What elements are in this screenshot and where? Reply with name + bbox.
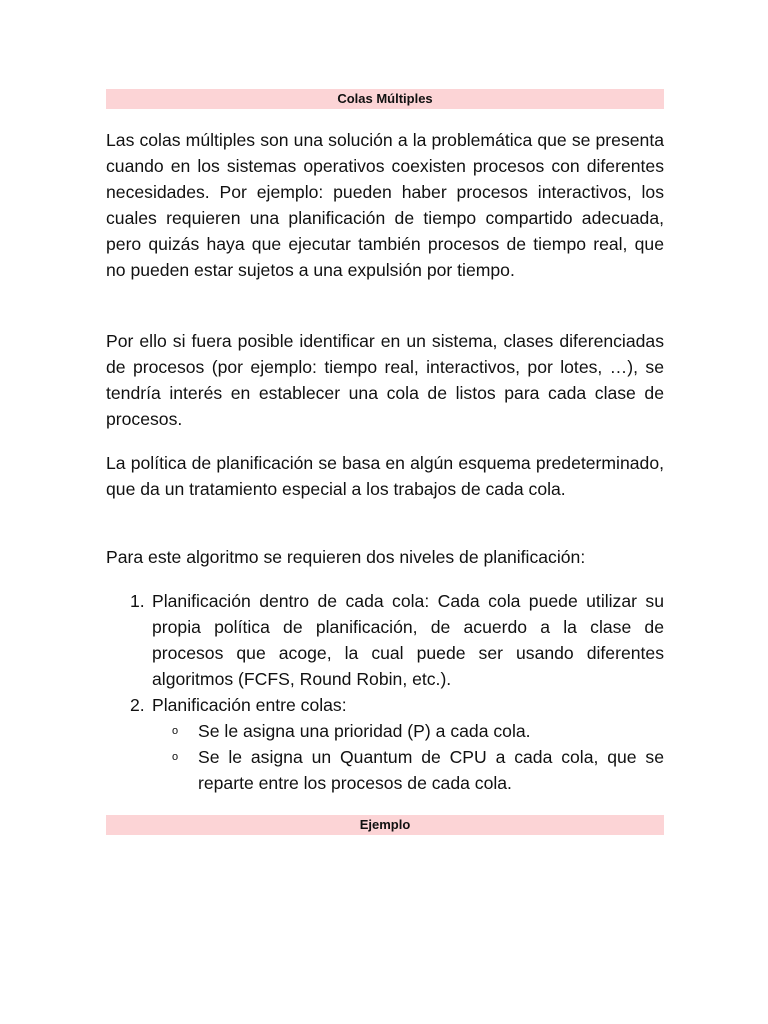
list-number: 2. <box>130 695 145 715</box>
sub-list <box>152 718 664 796</box>
paragraph-politica: La política de planificación se basa en algún esquema predeterminado, que da un tratamiento especial a los trabajos de cada cola. <box>106 453 664 499</box>
sub-list-item <box>152 744 664 796</box>
circle-bullet-icon: o <box>172 725 179 737</box>
paragraph-intro: Las colas múltiples son una solución a la problemática que se presenta cuando en los sistemas operativos coexisten procesos con diferentes necesidades. Por ejemplo: pueden haber procesos interactivos, los cuales requieren una planificación de tiempo compartido adecuada, pero quizás haya que ejecutar también procesos de tiempo real, que no pueden estar sujetos a una expulsión por tiempo. <box>106 130 664 280</box>
list-item-text: Planificación dentro de cada cola: Cada cola puede utilizar su propia política de planificación, de acuerdo a la clase de procesos que acoge, la cual puede ser usando diferentes algoritmos (FCFS, Round Robin, etc.). <box>152 591 664 689</box>
circle-bullet-icon: o <box>172 751 179 763</box>
list-item <box>106 692 664 796</box>
list-number: 1. <box>130 591 145 611</box>
sub-list-item-text: Se le asigna una prioridad (P) a cada cola. <box>198 721 531 741</box>
list-item <box>106 588 664 692</box>
ordered-list <box>106 588 664 796</box>
list-item-text: Planificación entre colas: <box>152 695 347 715</box>
section-heading-colas-multiples: Colas Múltiples <box>106 89 664 109</box>
sub-list-item-text: Se le asigna un Quantum de CPU a cada cola, que se reparte entre los procesos de cada cola. <box>198 747 664 793</box>
section-heading-ejemplo: Ejemplo <box>106 815 664 835</box>
paragraph-niveles: Para este algoritmo se requieren dos niveles de planificación: <box>106 547 586 567</box>
sub-list-item <box>152 718 664 744</box>
paragraph-clases: Por ello si fuera posible identificar en un sistema, clases diferenciadas de procesos (por ejemplo: tiempo real, interactivos, por lotes, …), se tendría interés en establecer una cola de listos para cada clase de procesos. <box>106 331 664 429</box>
